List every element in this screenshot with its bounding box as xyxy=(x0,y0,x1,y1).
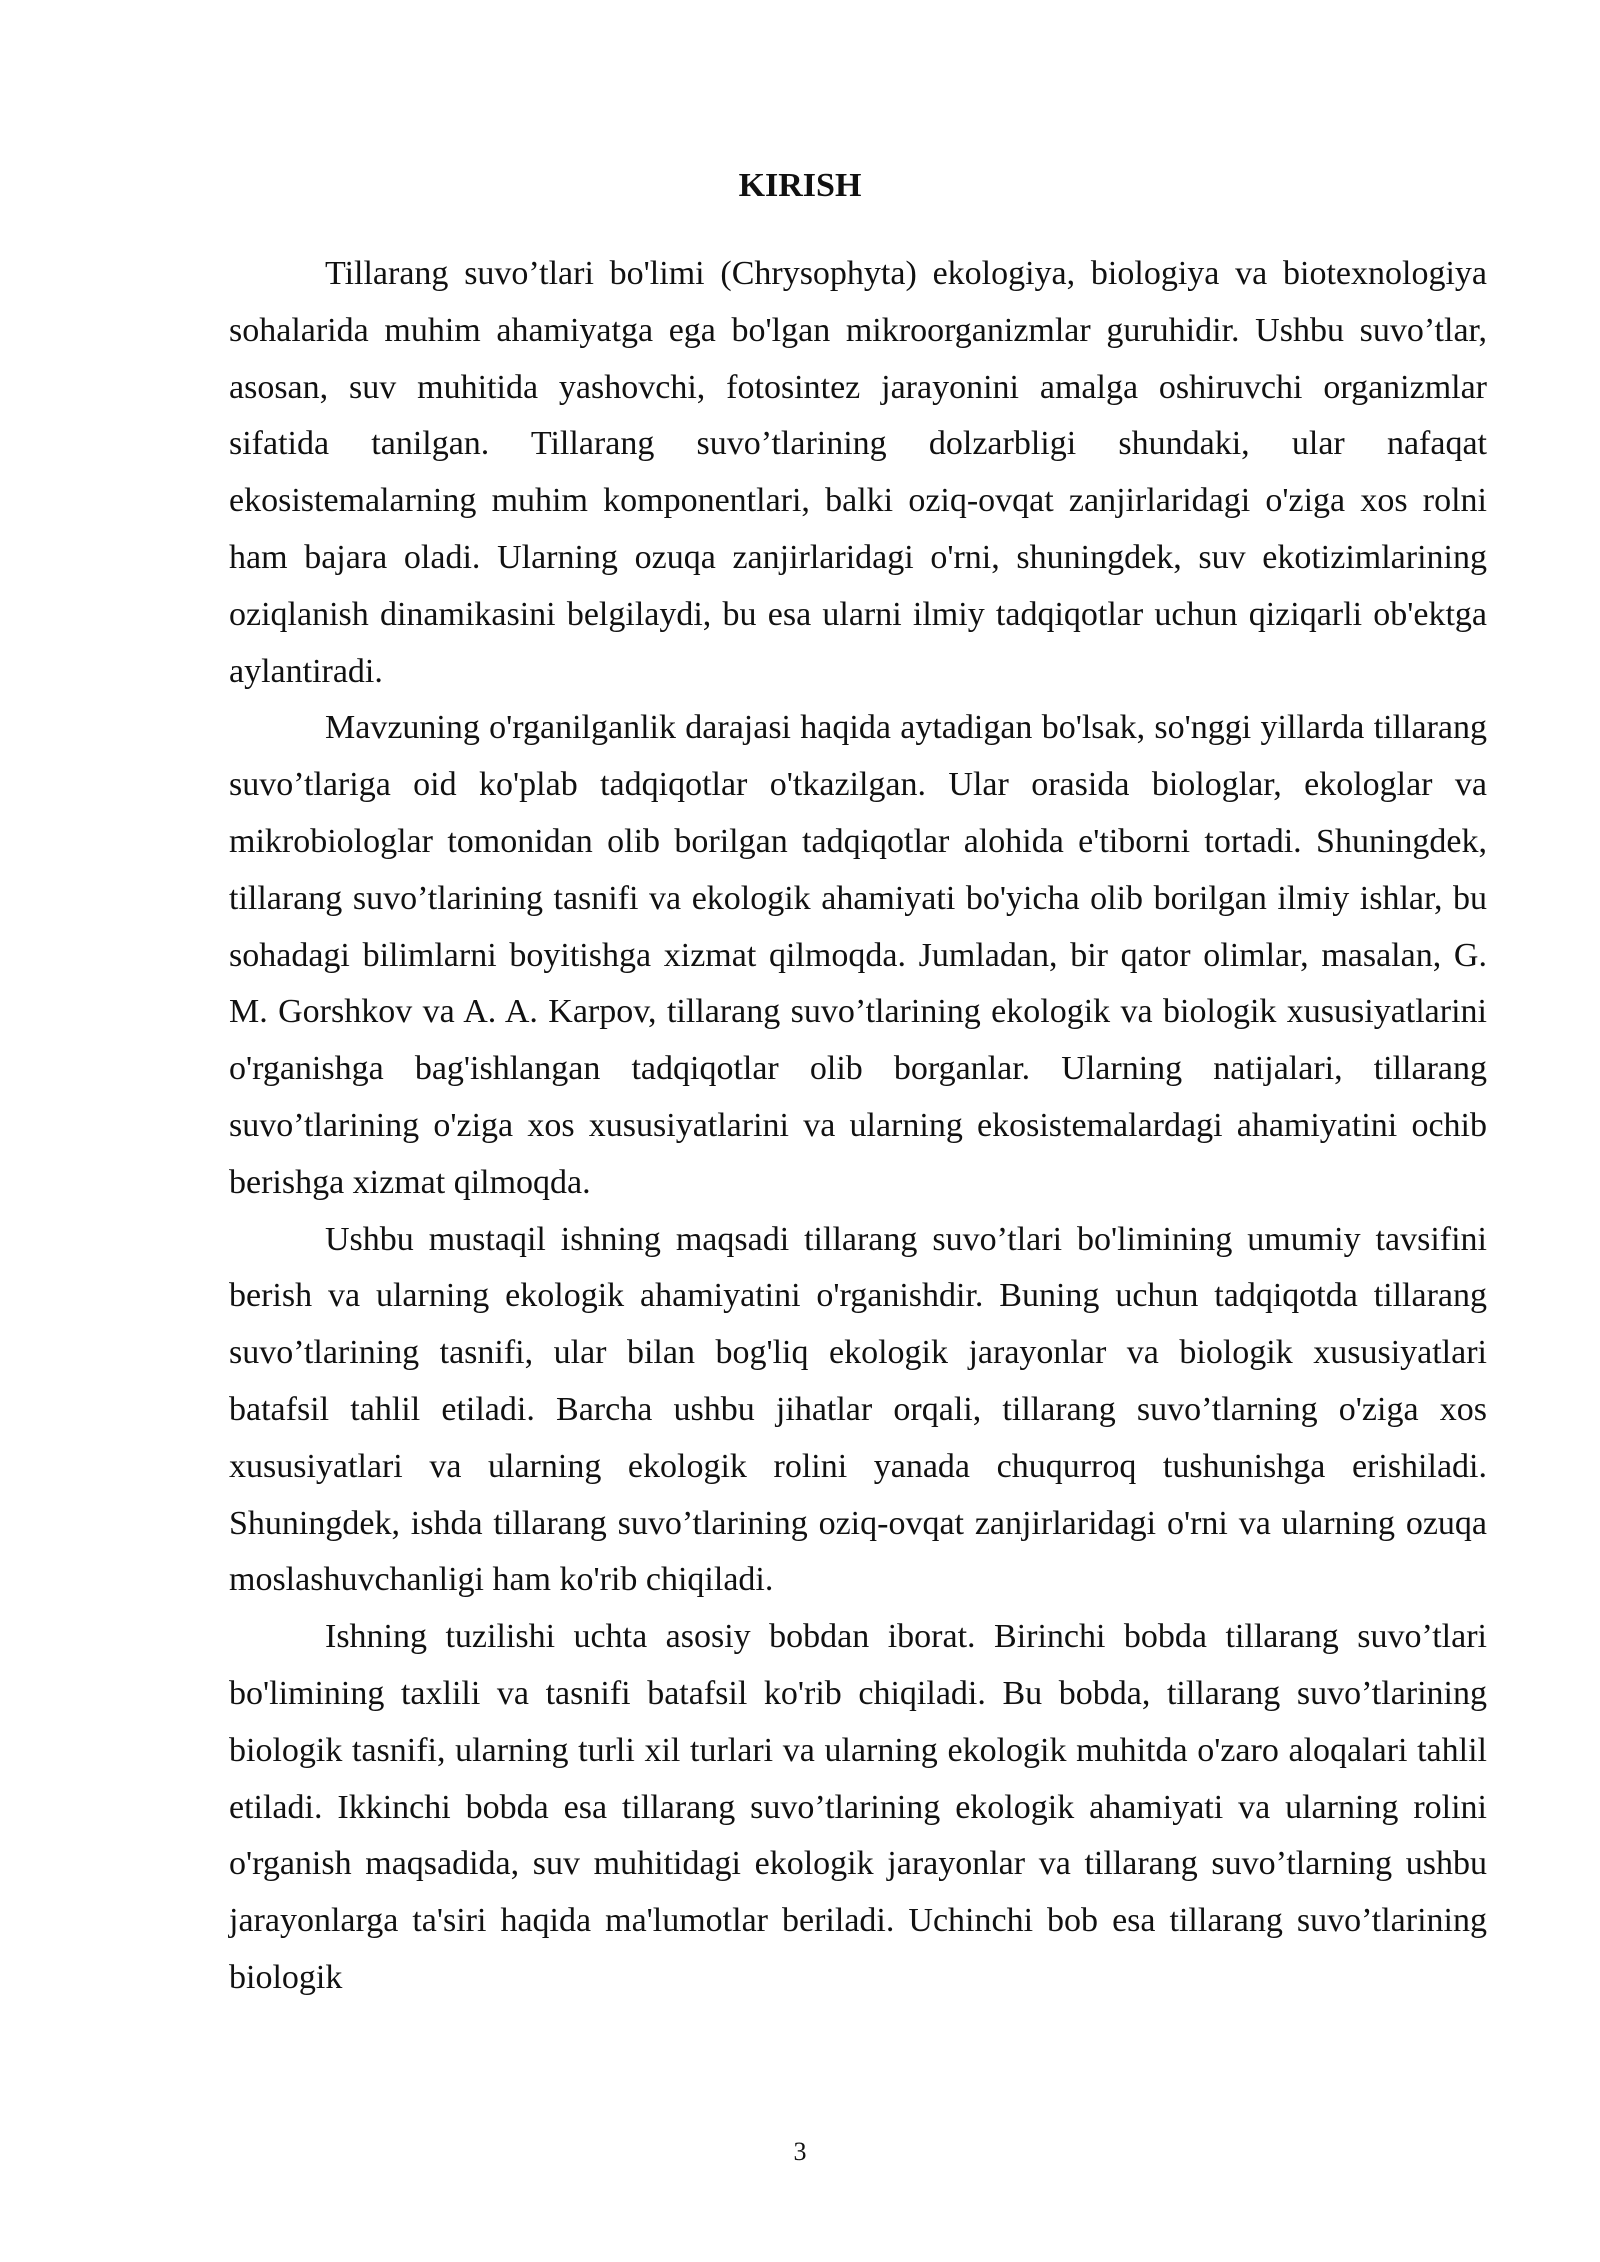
body-text xyxy=(229,246,1487,2007)
section-title: KIRISH xyxy=(738,167,862,204)
paragraph-4: Ishning tuzilishi uchta asosiy bobdan iborat. Birinchi bobda tillarang suvo’tlari bo'limining taxlili va tasnifi batafsil ko'rib chiqiladi. Bu bobda, tillarang suvo’tlarining biologik tasnifi, ularning turli xil turlari va ularning ekologik muhitda o'zaro aloqalari tahlil etiladi. Ikkinchi bobda esa tillarang suvo’tlarining ekologik ahamiyati va ularning rolini o'rganish maqsadida, suv muhitidagi ekologik jarayonlar va tillarang suvo’tlarning ushbu jarayonlarga ta'siri haqida ma'lumotlar beriladi. Uchinchi bob esa tillarang suvo’tlarining biologik xyxy=(229,1618,1487,1996)
paragraph-2: Mavzuning o'rganilganlik darajasi haqida aytadigan bo'lsak, so'nggi yillarda tillarang suvo’tlariga oid ko'plab tadqiqotlar o'tkazilgan. Ular orasida biologlar, ekologlar va mikrobiologlar tomonidan olib borilgan tadqiqotlar alohida e'tiborni tortadi. Shuningdek, tillarang suvo’tlarining tasnifi va ekologik ahamiyati bo'yicha olib borilgan ilmiy ishlar, bu sohadagi bilimlarni boyitishga xizmat qilmoqda. Jumladan, bir qator olimlar, masalan, G. M. Gorshkov va A. A. Karpov, tillarang suvo’tlarining ekologik va biologik xususiyatlarini o'rganishga bag'ishlangan tadqiqotlar olib borganlar. Ularning natijalari, tillarang suvo’tlarining o'ziga xos xususiyatlarini va ularning ekosistemalardagi ahamiyatini ochib berishga xizmat qilmoqda. xyxy=(229,709,1487,1201)
paragraph-1: Tillarang suvo’tlari bo'limi (Chrysophyta) ekologiya, biologiya va biotexnologiya sohalarida muhim ahamiyatga ega bo'lgan mikroorganizmlar guruhidir. Ushbu suvo’tlar, asosan, suv muhitida yashovchi, fotosintez jarayonini amalga oshiruvchi organizmlar sifatida tanilgan. Tillarang suvo’tlarining dolzarbligi shundaki, ular nafaqat ekosistemalarning muhim komponentlari, balki oziq-ovqat zanjirlaridagi o'ziga xos rolni ham bajara oladi. Ularning ozuqa zanjirlaridagi o'rni, shuningdek, suv ekotizimlarining oziqlanish dinamikasini belgilaydi, bu esa ularni ilmiy tadqiqotlar uchun qiziqarli ob'ektga aylantiradi. xyxy=(229,255,1487,690)
paragraph-3: Ushbu mustaqil ishning maqsadi tillarang suvo’tlari bo'limining umumiy tavsifini berish va ularning ekologik ahamiyatini o'rganishdir. Buning uchun tadqiqotda tillarang suvo’tlarining tasnifi, ular bilan bog'liq ekologik jarayonlar va biologik xususiyatlari batafsil tahlil etiladi. Barcha ushbu jihatlar orqali, tillarang suvo’tlarning o'ziga xos xususiyatlari va ularning ekologik rolini yanada chuqurroq tushunishga erishiladi. Shuningdek, ishda tillarang suvo’tlarining oziq-ovqat zanjirlaridagi o'rni va ularning ozuqa moslashuvchanligi ham ko'rib chiqiladi. xyxy=(229,1220,1487,1599)
page-number: 3 xyxy=(793,2137,807,2166)
